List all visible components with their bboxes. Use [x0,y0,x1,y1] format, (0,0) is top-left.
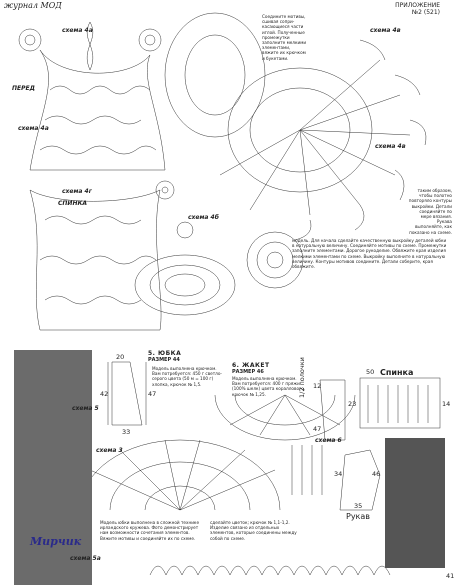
model-photo-dress [14,350,92,585]
scheme-label: схема 3 [96,447,123,454]
scheme-label: схема 4г [62,188,92,195]
back-panel-top-num: 50 [366,368,375,376]
fan-motif-scheme6 [215,395,355,440]
jacket-desc: Модель выполнена крючком. [232,376,297,381]
issue-number: №2 (521) [411,9,440,16]
dim-half-front: 1/2 полочки [298,357,306,398]
skirt-size: РАЗМЕР 44 [148,357,180,363]
sleeve-title: Рукав [346,512,371,521]
scheme-label: схема 4в [370,27,401,34]
text-top-middle: Соедините мотивы, сшивая сопри- касающиеся части иглой. Полученные промежутки заполните мелкими элементами, вяжите их крючком и букетами. [262,14,307,61]
jacket-title: 6. ЖАКЕТ [232,362,270,369]
skirt-desc: Модель выполнена крючком. [152,366,217,371]
skirt-pattern-outline [108,362,146,425]
scheme-label: схема 4а [18,125,49,132]
skirt-description [152,366,224,387]
skirt-title: 5. ЮБКА [148,350,182,357]
watermark-signature: Мирчик [30,535,82,548]
dim-skirt-top: 20 [116,353,125,361]
back-bodice-outline [30,190,161,330]
dim-jacket-v2: 23 [348,400,357,408]
oval-motif [135,255,235,315]
supplement-label: ПРИЛОЖЕНИЕ [395,2,440,9]
text-bottom-middle: сделайте цветок; крючок № 1,1-1,2. Изделие связано из отдельных элементов, которые соединены между собой по схеме. [210,520,297,541]
dim-skirt-right: 47 [148,390,157,398]
magazine-title: журнал МОД [4,1,62,10]
back-panel-title: Спинка [380,368,414,377]
text-bottom-left: Модель юбки выполнена в сложной технике ирландского кружева. Фото демонстрирует нам возможности сочетания элементов. Вяжите мотивы и соединяйте их по схеме. [100,520,200,541]
scheme-label: схема 4б [188,214,219,221]
scheme-label: схема 6 [315,437,342,444]
sleeve-left-num: 34 [334,470,343,478]
dim-skirt-bottom: 33 [122,428,131,436]
model-photo-jacket [385,438,445,568]
jacket-materials: Вам потребуется: 400 г пряжи (100% шелк) цвета кораллового, крючок № 1,25. [232,381,306,397]
skirt-section [118,350,210,363]
dim-jacket-v3: 47 [313,425,322,433]
back-panel-side-num: 14 [442,400,451,408]
jacket-front-outline [320,380,345,440]
scheme-label: схема 4а [62,27,93,34]
scheme-label: схема 5 [72,405,99,412]
front-label: ПЕРЕД [12,85,35,92]
text-right-main: модель. Для начала сделайте качественную выкройку деталей юбки в натуральную величину. Соединяйте мотивы по схеме. Промежутки заполните элементами. Дорогое рукоделие. Обвяжите края изделия мелкими элементами по схеме. Выкройку выполните в натуральную величину. Контуры мотивов соедините. Детали соберите, края обвяжите. [292,238,447,270]
dim-jacket-v1: 12 [313,382,322,390]
scheme-label: схема 5а [70,555,101,562]
jacket-size: РАЗМЕР 46 [232,369,264,375]
skirt-materials: Вам потребуется: 450 г светло-серого цвета (50 м = 100 г) хлопка, крючок № 1,5. [152,371,222,387]
front-bodice-outline [30,50,165,170]
back-label: СПИНКА [58,200,88,207]
dim-skirt-left: 42 [100,390,109,398]
small-flower-motif [156,181,193,238]
lace-band [150,566,390,575]
sleeve-right-num: 46 [372,470,381,478]
text-right-column: таким образом, чтобы полотно повторяло контуры выкройки. Детали соединяйте по мере вязания. Рукава выполняйте, как показано на схеме. [408,188,452,235]
scheme-label: схема 4в [375,143,406,150]
sleeve-bottom-num: 35 [354,502,363,510]
back-panel-outline [360,378,440,428]
page-number: 41 [446,572,455,580]
